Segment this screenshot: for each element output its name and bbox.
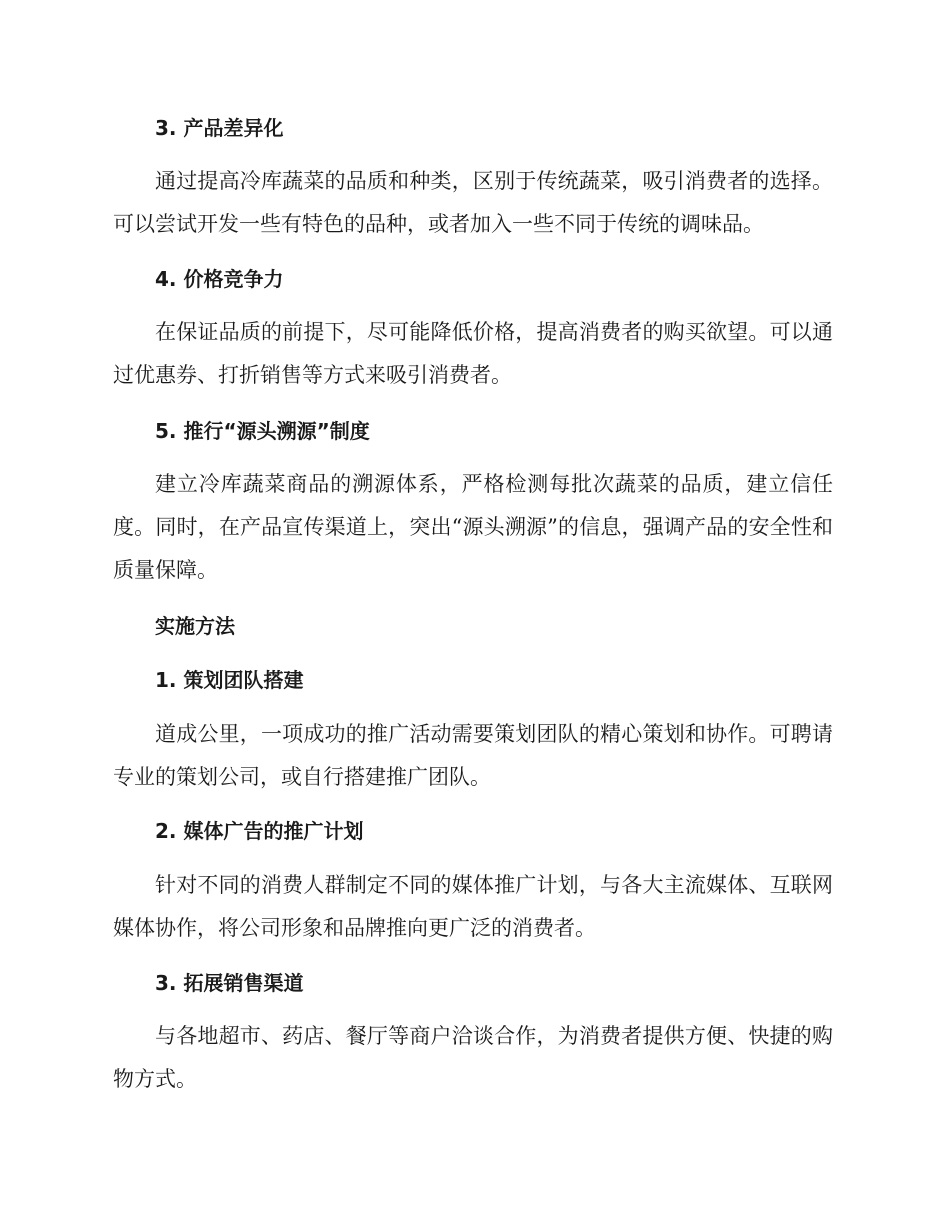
section-body-media-plan: 针对不同的消费人群制定不同的媒体推广计划，与各大主流媒体、互联网媒体协作，将公司形象和品牌推向更广泛的消费者。	[113, 873, 833, 940]
section-body-traceability: 建立冷库蔬菜商品的溯源体系，严格检测每批次蔬菜的品质，建立信任度。同时，在产品宣传渠道上，突出“源头溯源”的信息，强调产品的安全性和质量保障。	[113, 472, 833, 582]
section-body-sales-channels: 与各地超市、药店、餐厅等商户洽谈合作，为消费者提供方便、快捷的购物方式。	[113, 1024, 833, 1091]
section-body-product-differentiation: 通过提高冷库蔬菜的品质和种类，区别于传统蔬菜，吸引消费者的选择。可以尝试开发一些有特色的品种，或者加入一些不同于传统的调味品。	[113, 169, 833, 236]
section-heading-traceability: 5. 推行“源头溯源”制度	[155, 419, 370, 443]
section-heading-media-plan: 2. 媒体广告的推广计划	[155, 819, 364, 843]
section-body-price-competitiveness: 在保证品质的前提下，尽可能降低价格，提高消费者的购买欲望。可以通过优惠券、打折销售等方式来吸引消费者。	[113, 320, 833, 387]
section-heading-implementation: 实施方法	[155, 614, 235, 638]
section-heading-product-differentiation: 3. 产品差异化	[155, 116, 284, 140]
section-heading-price-competitiveness: 4. 价格竞争力	[155, 267, 284, 291]
section-heading-sales-channels: 3. 拓展销售渠道	[155, 971, 304, 995]
section-heading-team-building: 1. 策划团队搭建	[155, 668, 304, 692]
section-body-team-building: 道成公里，一项成功的推广活动需要策划团队的精心策划和协作。可聘请专业的策划公司，或自行搭建推广团队。	[113, 722, 833, 789]
